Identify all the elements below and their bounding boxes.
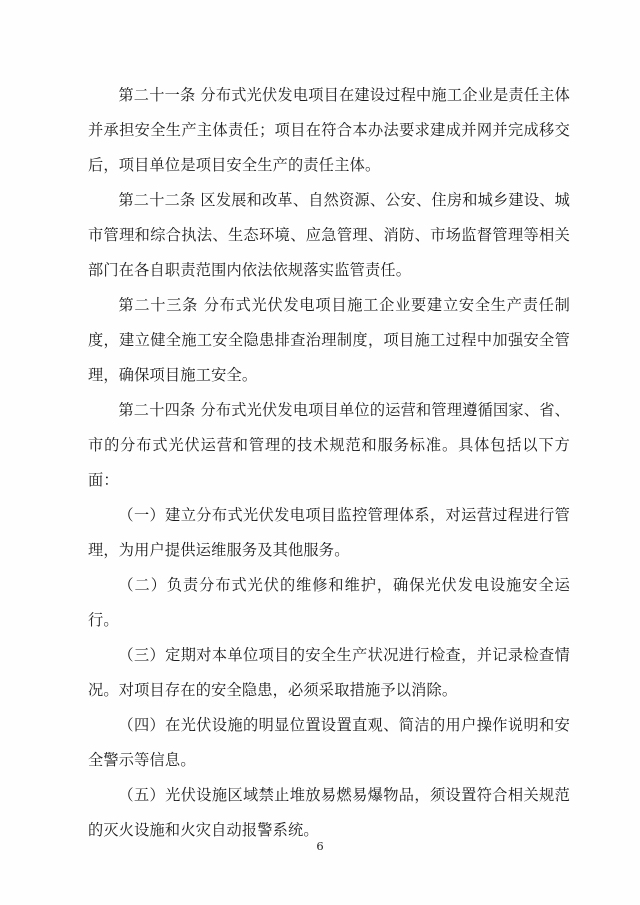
paragraph-item-2: （二）负责分布式光伏的维修和维护，确保光伏发电设施安全运行。 [88,576,570,629]
paragraph-item-5: （五）光伏设施区域禁止堆放易燃易爆物品，须设置符合相关规范的灭火设施和火灾自动报警系统。 [88,786,570,839]
paragraph-article-23: 第二十三条 分布式光伏发电项目施工企业要建立安全生产责任制度，建立健全施工安全隐患排查治理制度，项目施工过程中加强安全管理，确保项目施工安全。 [88,296,570,384]
paragraph-item-4: （四）在光伏设施的明显位置设置直观、简洁的用户操作说明和安全警示等信息。 [88,716,570,769]
paragraph-article-21: 第二十一条 分布式光伏发电项目在建设过程中施工企业是责任主体并承担安全生产主体责任；项目在符合本办法要求建成并网并完成移交后，项目单位是项目安全生产的责任主体。 [88,86,570,174]
page-number: 6 [316,839,324,853]
document-body [88,78,570,848]
paragraph-article-24: 第二十四条 分布式光伏发电项目单位的运营和管理遵循国家、省、市的分布式光伏运营和管理的技术规范和服务标准。具体包括以下方面： [88,401,570,489]
paragraph-item-3: （三）定期对本单位项目的安全生产状况进行检查，并记录检查情况。对项目存在的安全隐患，必须采取措施予以消除。 [88,646,570,699]
paragraph-article-22: 第二十二条 区发展和改革、自然资源、公安、住房和城乡建设、城市管理和综合执法、生态环境、应急管理、消防、市场监督管理等相关部门在各自职责范围内依法依规落实监管责任。 [88,191,570,279]
paragraph-item-1: （一）建立分布式光伏发电项目监控管理体系，对运营过程进行管理，为用户提供运维服务及其他服务。 [88,506,570,559]
